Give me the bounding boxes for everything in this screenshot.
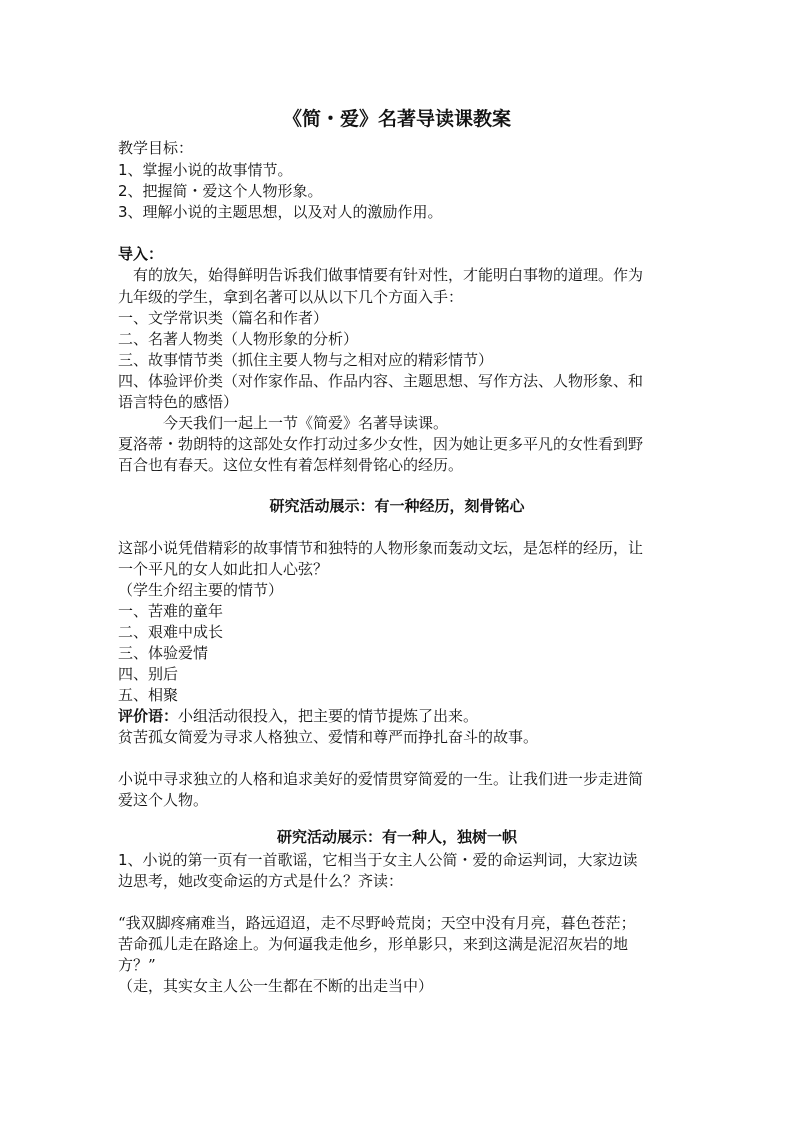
intro-line: 语言特色的感悟） [118, 393, 239, 411]
answer-line: （走，其实女主人公一生都在不断的出走当中） [118, 977, 434, 995]
goals-label: 教学目标： [118, 139, 194, 157]
page-title: 《简・爱》名著导读课教案 [282, 108, 511, 130]
section1-line: （学生介绍主要的情节） [118, 581, 284, 599]
section-heading-person: 研究活动展示：有一种人，独树一帜 [276, 828, 517, 846]
section1-line: 三、体验爱情 [118, 644, 209, 662]
intro-label: 导入： [118, 245, 164, 263]
section1-line: 四、别后 [118, 665, 179, 683]
comment-line [118, 706, 678, 726]
section1-para: 小说中寻求独立的人格和追求美好的爱情贯穿简爱的一生。让我们进一步走进简 [118, 770, 644, 788]
section1-para: 爱这个人物。 [118, 791, 209, 809]
ballad-quote: 方？” [118, 956, 156, 974]
goal-item: 1、掌握小说的故事情节。 [118, 161, 293, 179]
intro-line: 九年级的学生，拿到名著可以从以下几个方面入手： [118, 288, 464, 306]
ballad-quote: 苦命孤儿走在路途上。为何逼我走他乡，形单影只，来到这满是泥沼灰岩的地 [118, 935, 629, 953]
goal-item: 2、把握简・爱这个人物形象。 [118, 182, 323, 200]
ballad-quote: “我双脚疼痛难当，路远迢迢，走不尽野岭荒岗；天空中没有月亮，暮色苍茫； [118, 914, 636, 932]
intro-line: 一、文学常识类（篇名和作者） [118, 309, 329, 327]
section1-line: 一个平凡的女人如此扣人心弦？ [118, 560, 329, 578]
intro-line: 有的放矢，始得鲜明告诉我们做事情要有针对性，才能明白事物的道理。作为 [118, 266, 644, 284]
intro-line: 今天我们一起上一节《简爱》名著导读课。 [118, 414, 449, 432]
section1-line: 五、相聚 [118, 686, 179, 704]
comment-label: 评价语： [118, 707, 179, 725]
intro-line: 百合也有春天。这位女性有着怎样刻骨铭心的经历。 [118, 456, 464, 474]
intro-line: 二、名著人物类（人物形象的分析） [118, 330, 359, 348]
section2-line: 边思考，她改变命运的方式是什么？齐读： [118, 872, 404, 890]
intro-line: 夏洛蒂・勃朗特的这部处女作打动过多少女性，因为她让更多平凡的女性看到野 [118, 435, 644, 453]
intro-line: 四、体验评价类（对作家作品、作品内容、主题思想、写作方法、人物形象、和 [118, 372, 644, 390]
comment-text: 小组活动很投入，把主要的情节提炼了出来。 [178, 707, 479, 725]
section-heading-experience: 研究活动展示：有一种经历，刻骨铭心 [269, 497, 525, 515]
intro-line: 三、故事情节类（抓住主要人物与之相对应的精彩情节） [118, 351, 494, 369]
section1-line: 这部小说凭借精彩的故事情节和独特的人物形象而轰动文坛，是怎样的经历，让 [118, 539, 644, 557]
section1-line: 二、艰难中成长 [118, 623, 224, 641]
goal-item: 3、理解小说的主题思想，以及对人的激励作用。 [118, 203, 443, 221]
section1-line: 一、苦难的童年 [118, 602, 224, 620]
section2-line: 1、小说的第一页有一首歌谣，它相当于女主人公简・爱的命运判词，大家边读 [118, 851, 638, 869]
summary-line: 贫苦孤女简爱为寻求人格独立、爱情和尊严而挣扎奋斗的故事。 [118, 728, 539, 746]
